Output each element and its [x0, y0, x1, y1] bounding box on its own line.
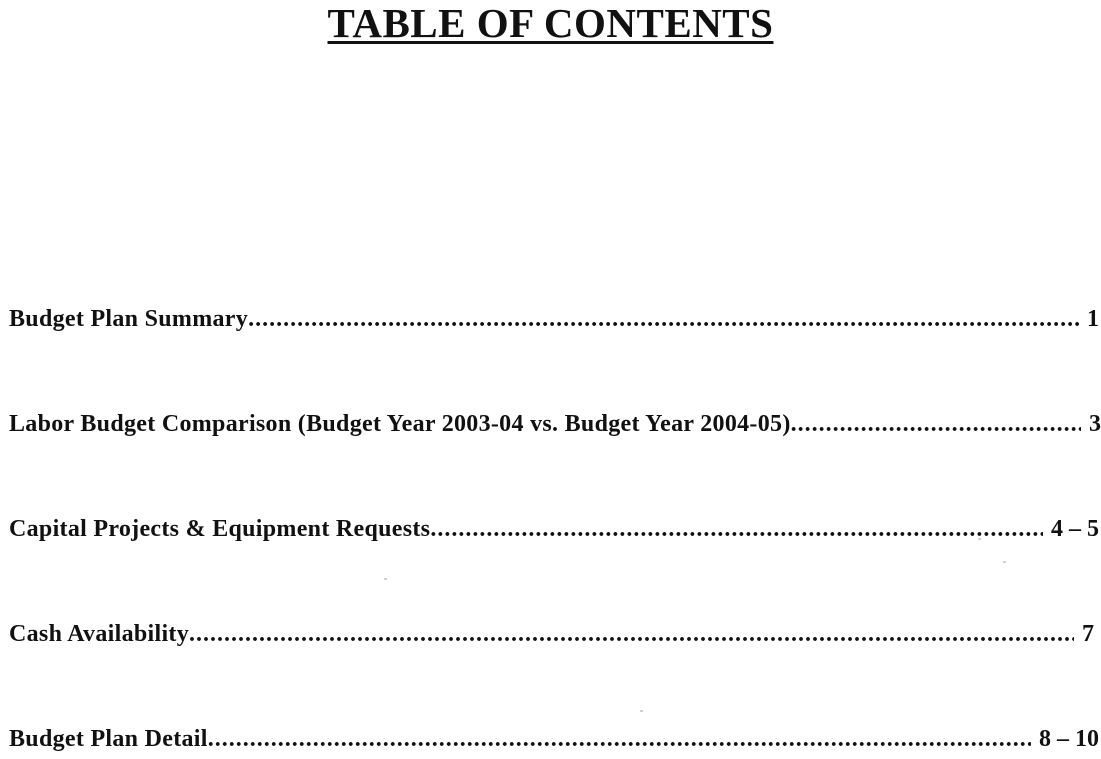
toc-entry-label: Cash Availability	[9, 621, 190, 647]
scan-speck	[640, 710, 643, 712]
scan-speck	[384, 578, 387, 580]
toc-entry-page: 4 – 5	[1051, 516, 1099, 542]
toc-entry-budget-plan-detail	[9, 724, 1099, 754]
toc-dot-leader	[791, 409, 1081, 439]
toc-list	[9, 0, 1099, 759]
toc-entry-cash-availability	[9, 619, 1094, 649]
toc-entry-page: 7	[1082, 621, 1094, 647]
scan-speck	[1003, 561, 1006, 563]
toc-entry-label: Budget Plan Detail	[9, 726, 208, 752]
toc-dot-leader	[208, 724, 1031, 754]
toc-entry-label: Labor Budget Comparison (Budget Year 2003-04 vs. Budget Year 2004-05)	[9, 411, 791, 437]
toc-entry-page: 3	[1089, 411, 1101, 437]
scan-speck	[978, 538, 981, 540]
toc-entry-label: Capital Projects & Equipment Requests	[9, 516, 431, 542]
toc-entry-label: Budget Plan Summary	[9, 306, 249, 332]
toc-entry-capital-projects	[9, 514, 1099, 544]
toc-entry-budget-plan-summary	[9, 304, 1099, 334]
page-title-text: TABLE OF CONTENTS	[327, 0, 774, 46]
toc-dot-leader	[248, 304, 1079, 334]
toc-entry-page: 8 – 10	[1039, 726, 1099, 752]
toc-dot-leader	[430, 514, 1043, 544]
toc-entry-page: 1	[1087, 306, 1099, 332]
toc-entry-labor-budget-comparison	[9, 409, 1101, 439]
toc-dot-leader	[189, 619, 1074, 649]
